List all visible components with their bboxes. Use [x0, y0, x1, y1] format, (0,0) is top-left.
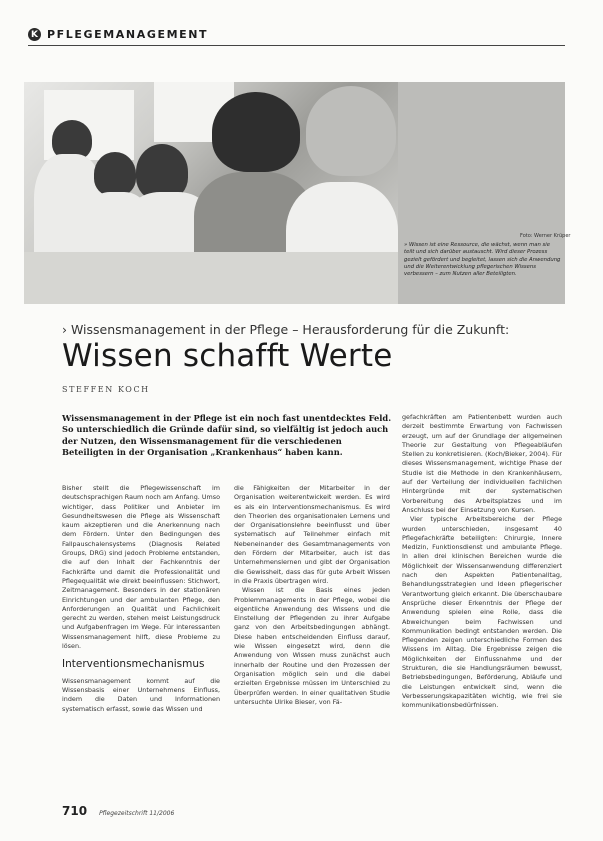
article-kicker: › Wissensmanagement in der Pflege – Herausforderung für die Zukunft: — [62, 322, 510, 337]
body-column-3 — [402, 413, 562, 711]
body-paragraph: Vier typische Arbeitsbereiche der Pflege wurden unterschieden, insgesamt 40 Pflegefachkräfte beteiligten: Chirurgie, Innere Medizin, Funktionsdienst und ambulante Pflege. In allen drei klinischen Bereichen wurde die Möglichkeit der Wissensanwendung differenziert nach den Aspekten Patientenalltag, Behandlungsstrategien und Ideen pflegerischer Verantwortung gleich erkannt. Die überschaubare Ansprüche dieser Erkenntnis der Pflege der Anwendung spielen eine Rolle, dass die Abweichungen beim Fachwissen und Kommunikation bedingt entstanden werden. Die Pflegenden zeigen unterschiedliche Formen des Wissens im Alltag. Die Ergebnisse zeigen die Möglichkeiten der Einflussnahme und der Strukturen, die sie Handlungsräumen bewusst, Betriebsbedingungen, Beförderung, Abläufe und die Leistungen entwickelt sind, wenn die Verbesserungskapazitäten wichtig, wie frei sie kommunikationsbedürfnissen. — [402, 515, 562, 710]
journal-citation: Pflegezeitschrift 11/2006 — [99, 810, 175, 817]
body-paragraph: Bisher stellt die Pflegewissenschaft im deutschsprachigen Raum noch am Anfang. Umso wichtiger, dass Politiker und Anbieter im Gesundheitswesen die Pflege als Wissenschaft kaum akzeptieren und die Anerkennung nach dem Fördern. Unter den Bedingungen des Fallpauschalensystems (Diagnosis Related Groups, DRG) sind jedoch Probleme entstanden, die auf den Inhalt der Fachkenntnis der Fachkräfte und damit die Professionalität und Pflegequalität wie direkt beeinflussen: Stichwort, Zeitmanagement. Besonders in der stationären Einrichtungen und der ambulanten Pflege, den Anforderungen an Qualität und Fachlichkeit gerecht zu werden, stehen meist Leistungsdruck und Aufgabenfragen im Wege. Für interessanten Wissensmanagement hilft, diese Probleme zu lösen. — [62, 484, 220, 651]
article-title: Wissen schafft Werte — [62, 338, 393, 374]
header-rule — [28, 45, 565, 46]
photo-credit: Foto: Werner Krüper — [520, 233, 571, 239]
page-footer — [62, 804, 174, 818]
body-paragraph: Wissen ist die Basis eines jeden Problemmanagements in der Pflege, wobei die eigentliche Anwendung des Wissens und die Einstellung der Pflegenden zu ihrer Aufgabe ganz von den Arbeitsbedingungen abhängt. Diese haben entscheidenden Einfluss darauf, wie Wissen eingesetzt wird, denn die Anwendung von Wissen muss zunächst auch innerhalb der Routine und den Prozessen der Organisation möglich sein und die dabei erzielten Ergebnisse müssen im Unterschied zu Überprüfen werden. In einer qualitativen Studie untersuchte Ulrike Bieser, von Fä- — [234, 586, 390, 706]
photo-caption: » Wissen ist eine Ressource, die wächst, wenn man sie teilt und sich darüber austauscht. Wird dieser Prozess gezielt gefördert und begleitet, lassen sich die Anwendung und die Weiterentwicklung pflegerischen Wissens verbessern – zum Nutzen aller Beteiligten. — [404, 242, 561, 278]
body-paragraph: gefachkräften am Patientenbett wurden auch derzeit bestimmte Erwartung von Fachwissen erzeugt, um auf der Grundlage der allgemeinen Theorie zur Gestaltung von Pflegeabläufen Stellen zu konkretisieren. (Koch/Bieker, 2004). Für dieses Wissensmanagement, wichtige Phase der Studie ist die Methode in den Krankenhäusern, auf der Verteilung der individuellen fachlichen Hintergründe mit der systematischen Vorbereitung des Arbeitsplatzes und im Anschluss bei der Einsetzung von Kursen. — [402, 413, 562, 514]
article-lead: Wissensmanagement in der Pflege ist ein noch fast unentdecktes Feld. So unterschiedlich die Gründe dafür sind, so vielfältig ist jedoch auch der Nutzen, den Wissensmanagement für die verschiedenen Beteiligten in der Organisation „Krankenhaus“ haben kann. — [62, 413, 392, 457]
journal-logo-icon: K — [28, 28, 41, 41]
section-subheading: Interventionsmechanismus — [62, 658, 205, 671]
body-paragraph: Wissensmanagement kommt auf die Wissensbasis einer Unternehmens Einfluss, indem die Daten und Informationen systematisch erfasst, sowie das Wissen und — [62, 676, 220, 713]
page-number: 710 — [62, 804, 88, 818]
body-column-1 — [62, 484, 220, 714]
body-column-2 — [234, 484, 390, 707]
article-author: STEFFEN KOCH — [62, 385, 150, 394]
section-label: PFLEGEMANAGEMENT — [47, 28, 209, 41]
article-photo — [24, 82, 398, 304]
section-header — [28, 28, 208, 41]
body-paragraph: die Fähigkeiten der Mitarbeiter in der Organisation weiterentwickelt werden. Es wird es als ein Interventionsmechanismus. Es wird den Theorien des organisationalen Lernens und der Organisationslehre beeinflusst und über systematisch auf Teilnehmer einfach mit Nebeneinander des Gesamtmanagements von den Fördern der Mitarbeiter, auch ist das Unternehmenslernen und gibt der Organisation die Gewissheit, dass das für gute Arbeit Wissen in die Praxis übertragen wird. — [234, 484, 390, 585]
